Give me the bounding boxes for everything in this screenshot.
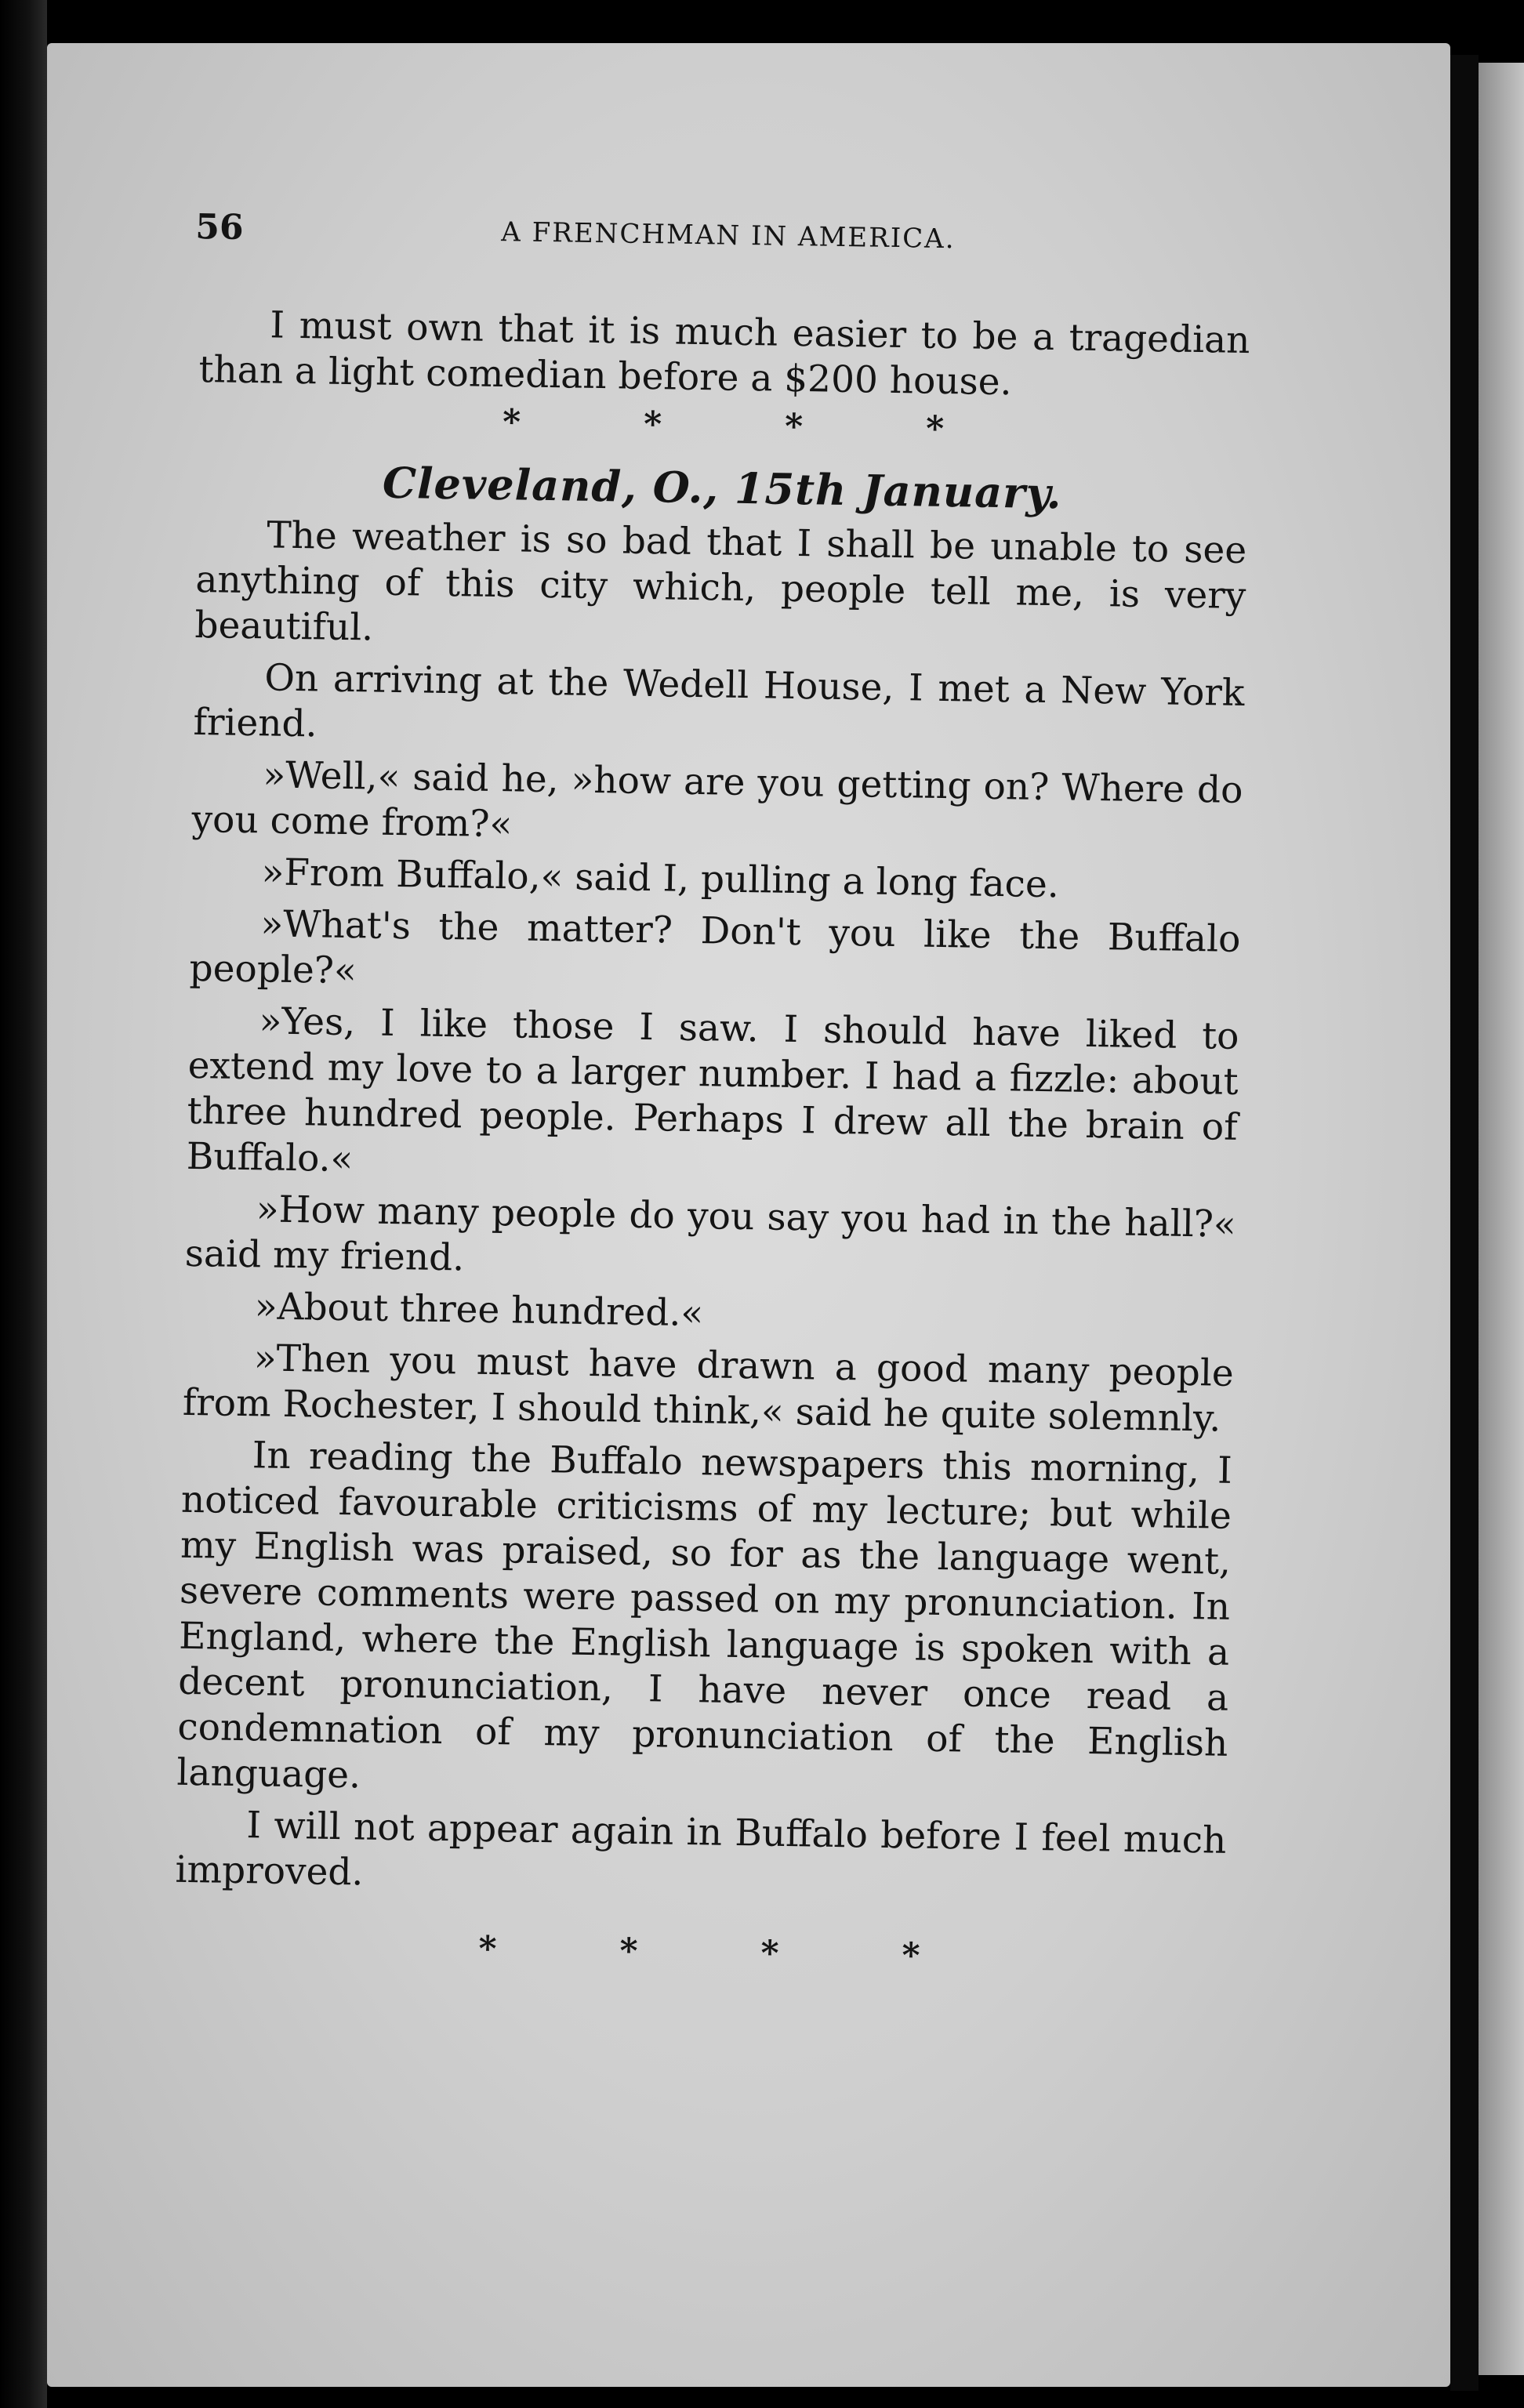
paragraph: On arriving at the Wedell House, I met a New York friend.	[193, 656, 1245, 746]
paragraph: »About three hundred.«	[254, 1285, 704, 1336]
scan-left-border	[0, 0, 47, 2408]
book-title: A FRENCHMAN IN AMERICA.	[501, 216, 956, 256]
paragraph: »What's the matter? Don't you like the Buffalo people?«	[189, 902, 1241, 993]
page-number: 56	[194, 206, 245, 248]
paragraph: The weather is so bad that I shall be unable to see anything of this city which, people tell me, is very beautiful.	[194, 513, 1247, 650]
paragraph: In reading the Buffalo newspapers this morning, I noticed favourable criticisms of my lecture; but while my English was praised, so for as the language went, severe comments were passed on my pronunciation. In England, where the English language is spoken with a decent pronunciation, I have never once read a condemnation of my pronunciation of the English language.	[176, 1434, 1233, 1797]
section-heading: Cleveland, O., 15th January.	[382, 457, 1063, 519]
paragraph: »How many people do you say you had in the hall?« said my friend.	[184, 1188, 1237, 1280]
paragraph: »Yes, I like those I saw. I should have liked to extend my love to a larger number. I had a fizzle: about three hundred people. Perhaps I drew all the brain of Buffalo.«	[186, 999, 1239, 1181]
separator-star: *	[619, 1931, 638, 1972]
separator-star: *	[925, 408, 945, 449]
paragraph: »Well,« said he, »how are you getting on? Where do you come from?«	[191, 753, 1243, 847]
opening-paragraph: I must own that it is much easier to be a tragedian than a light comedian before a $200 house.	[198, 303, 1250, 404]
end-separator	[417, 1930, 982, 1976]
paragraph: I will not appear again in Buffalo before I feel much improved.	[175, 1804, 1227, 1895]
separator-star: *	[643, 404, 662, 445]
section-separator	[441, 403, 1006, 449]
separator-star: *	[784, 406, 804, 448]
separator-star: *	[502, 402, 521, 443]
scan-gutter	[1450, 55, 1479, 2391]
separator-star: *	[478, 1928, 497, 1970]
text-block	[173, 302, 1250, 2000]
adjacent-page-edge	[1479, 63, 1524, 2375]
separator-star: *	[760, 1933, 779, 1974]
paragraph: »Then you must have drawn a good many people from Rochester, I should think,« said he quite solemnly.	[182, 1336, 1235, 1441]
paragraph: »From Buffalo,« said I, pulling a long face.	[261, 850, 1060, 907]
separator-star: *	[902, 1935, 920, 1976]
running-head	[195, 196, 1019, 271]
